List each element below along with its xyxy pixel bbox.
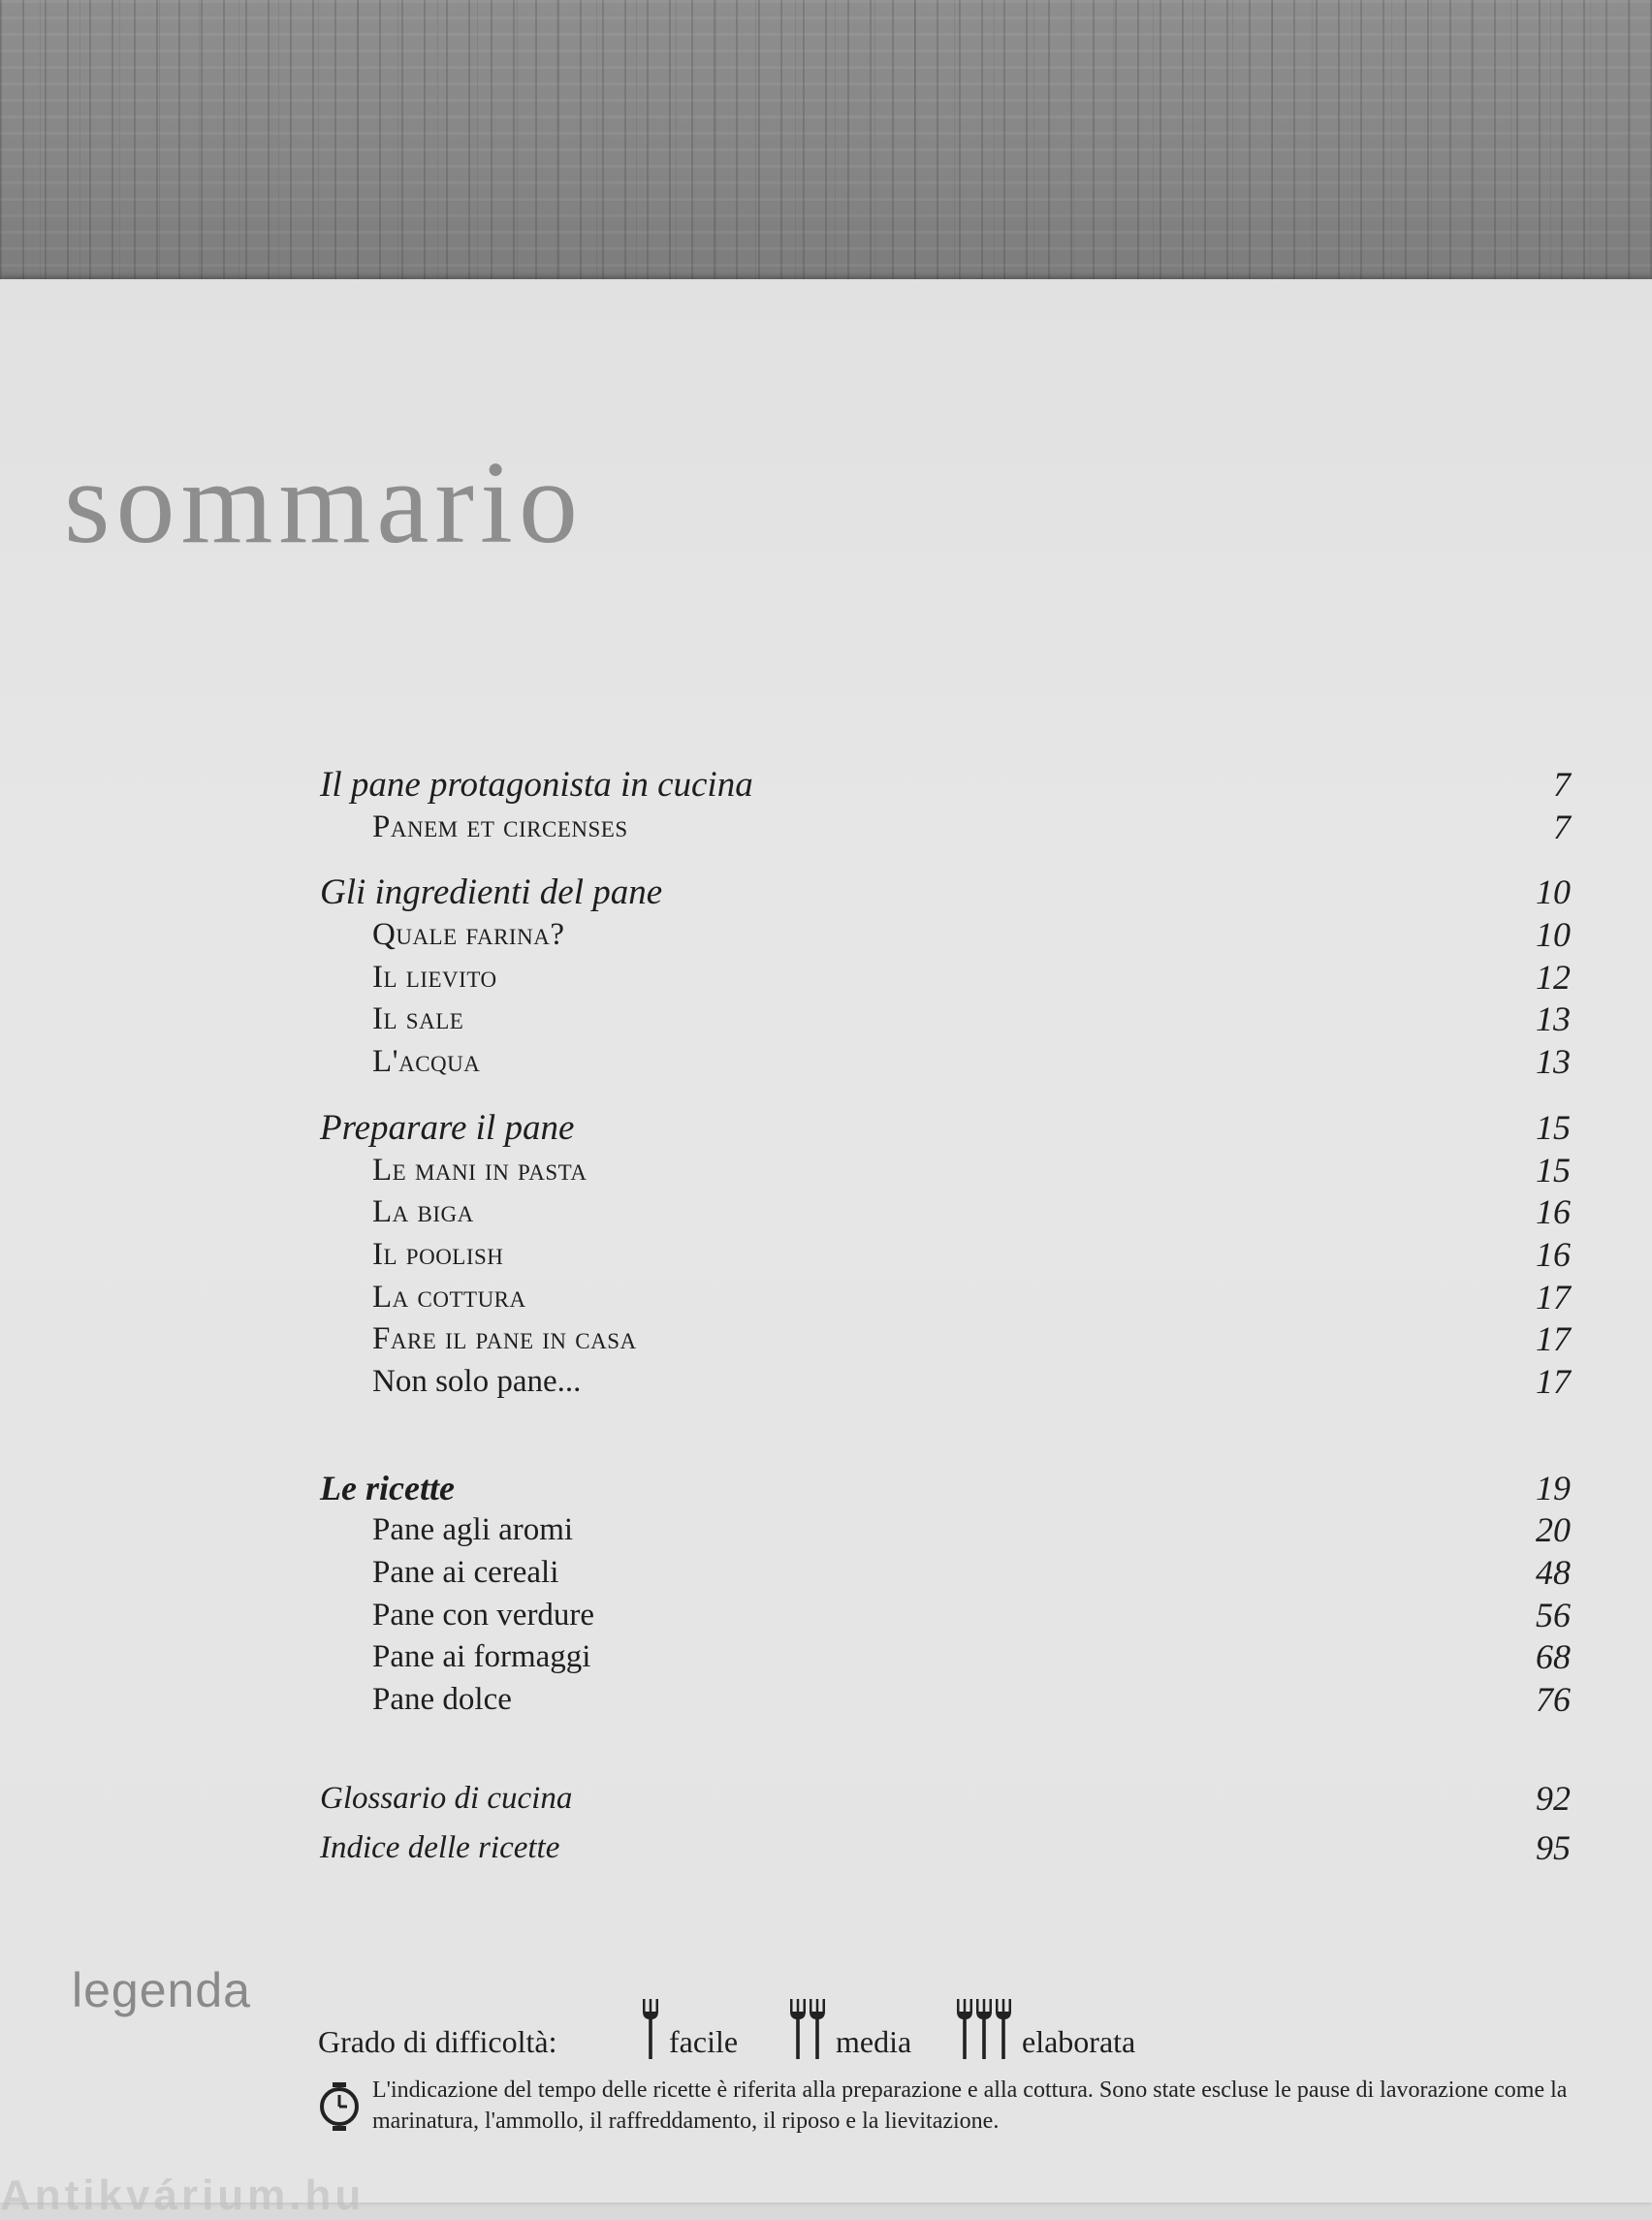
difficulty-level-label: media <box>836 2024 912 2059</box>
toc-page-number: 7 <box>1553 765 1571 804</box>
toc-chapter[interactable] <box>320 1107 1571 1150</box>
toc-chapter[interactable] <box>320 1468 1571 1510</box>
toc-page-number: 13 <box>1536 999 1571 1039</box>
toc-page-number: 12 <box>1536 957 1571 997</box>
page-title: sommario <box>64 437 584 568</box>
toc-glossary[interactable] <box>320 1778 1571 1821</box>
background-surface <box>0 0 1652 283</box>
toc-page-number: 7 <box>1553 807 1571 846</box>
toc-section[interactable] <box>320 1509 1571 1552</box>
toc-page-number: 16 <box>1536 1234 1571 1274</box>
watermark: Antikvárium.hu <box>0 2172 365 2219</box>
toc-section[interactable] <box>320 1361 1571 1404</box>
toc-section-title: L'acqua <box>372 1044 481 1080</box>
toc-chapter-title: Gli ingredienti del pane <box>320 872 663 913</box>
legend-title: legenda <box>72 1963 251 2017</box>
toc-section[interactable] <box>320 1150 1571 1192</box>
toc-section-title: Pane dolce <box>372 1682 512 1718</box>
toc-section[interactable] <box>320 1636 1571 1679</box>
toc-section[interactable] <box>320 957 1571 999</box>
toc-chapter-title: Il pane protagonista in cucina <box>320 765 753 805</box>
book-page <box>0 279 1652 2203</box>
toc-section-title: La biga <box>372 1194 474 1230</box>
toc-chapter-title: Le ricette <box>320 1468 455 1507</box>
toc-chapter-title: Preparare il pane <box>320 1107 575 1148</box>
fork-icon <box>956 1999 1012 2059</box>
toc-section-title: La cottura <box>372 1279 526 1315</box>
toc-section[interactable] <box>320 807 1571 849</box>
fork-icon <box>789 1999 826 2059</box>
toc-section[interactable] <box>320 1679 1571 1722</box>
toc-page-number: 16 <box>1536 1192 1571 1232</box>
toc-page-number: 95 <box>1536 1828 1571 1868</box>
toc-section-title: Fare il pane in casa <box>372 1321 637 1357</box>
toc-page-number: 17 <box>1536 1319 1571 1359</box>
toc-page-number: 92 <box>1536 1778 1571 1818</box>
toc-index[interactable] <box>320 1827 1571 1870</box>
toc-page-number: 76 <box>1536 1680 1571 1720</box>
toc-chapter-title: Glossario di cucina <box>320 1780 573 1816</box>
toc-section[interactable] <box>320 999 1571 1041</box>
fork-icon <box>642 1999 659 2059</box>
toc-page-number: 56 <box>1536 1595 1571 1634</box>
toc-page-number: 19 <box>1536 1468 1571 1507</box>
toc-page-number: 10 <box>1536 915 1571 955</box>
time-note <box>318 2075 1578 2142</box>
toc-page-number: 20 <box>1536 1510 1571 1550</box>
toc-section-title: Il poolish <box>372 1236 504 1272</box>
toc-section-title: Il sale <box>372 1001 464 1037</box>
toc-section[interactable] <box>320 1318 1571 1361</box>
toc-chapter[interactable] <box>320 764 1571 807</box>
clock-icon <box>318 2082 361 2131</box>
toc-section-title: Il lievito <box>372 959 497 995</box>
toc-chapter[interactable] <box>320 872 1571 914</box>
toc-section-title: Pane ai formaggi <box>372 1639 591 1675</box>
toc-section[interactable] <box>320 1552 1571 1595</box>
toc-page-number: 17 <box>1536 1277 1571 1316</box>
difficulty-legend <box>318 1993 1530 2061</box>
toc-section[interactable] <box>320 1234 1571 1277</box>
difficulty-level-label: elaborata <box>1022 2024 1136 2059</box>
toc-section-title: Non solo pane... <box>372 1363 582 1399</box>
difficulty-label: Grado di difficoltà: <box>318 2024 557 2059</box>
toc-page-number: 13 <box>1536 1042 1571 1082</box>
toc-section[interactable] <box>320 1041 1571 1084</box>
toc-page-number: 68 <box>1536 1637 1571 1677</box>
time-note-text: L'indicazione del tempo delle ricette è riferita alla preparazione e alla cottura. Sono state escluse le pause di lavorazione come la marinatura, l'ammollo, il raffreddamento, il riposo e la lievitazione. <box>372 2077 1568 2134</box>
toc-section[interactable] <box>320 1595 1571 1637</box>
difficulty-level-label: facile <box>669 2024 739 2059</box>
toc-section[interactable] <box>320 1191 1571 1234</box>
toc-section-title: Quale farina? <box>372 917 565 953</box>
toc-section[interactable] <box>320 914 1571 957</box>
toc-page-number: 10 <box>1536 872 1571 912</box>
toc-section-title: Pane agli aromi <box>372 1512 574 1548</box>
toc-section-title: Pane con verdure <box>372 1597 595 1633</box>
toc-page-number: 15 <box>1536 1107 1571 1147</box>
toc-section-title: Pane ai cereali <box>372 1555 559 1590</box>
toc-page-number: 17 <box>1536 1361 1571 1401</box>
toc-chapter-title: Indice delle ricette <box>320 1830 560 1866</box>
table-of-contents <box>320 764 1571 1870</box>
toc-page-number: 15 <box>1536 1150 1571 1189</box>
toc-section[interactable] <box>320 1277 1571 1319</box>
toc-page-number: 48 <box>1536 1553 1571 1592</box>
toc-section-title: Le mani in pasta <box>372 1152 588 1188</box>
toc-section-title: Panem et circenses <box>372 809 628 844</box>
